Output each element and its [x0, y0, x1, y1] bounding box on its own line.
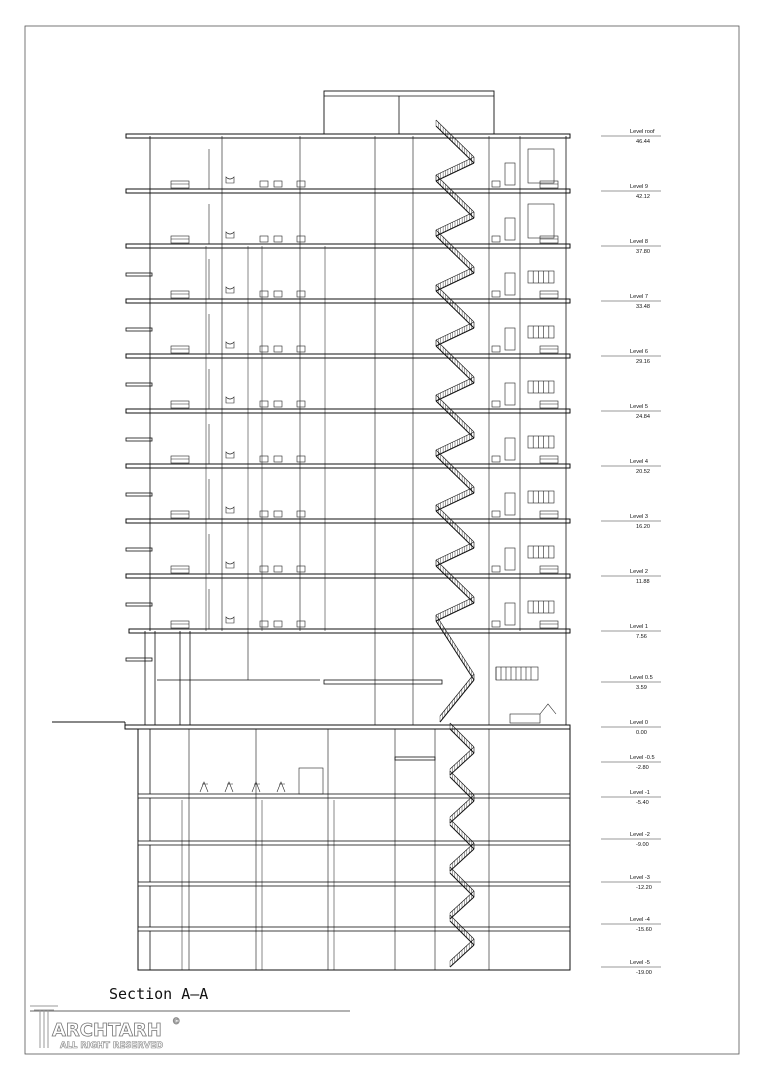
- chair-icon: [226, 452, 234, 458]
- level-elevation: 42.12: [636, 194, 650, 200]
- level-name: Level 4: [630, 459, 649, 465]
- cabinet-icon: [260, 511, 268, 517]
- shelf-icon: [528, 601, 554, 613]
- wardrobe-icon: [528, 149, 554, 183]
- level-name: Level roof: [630, 129, 655, 135]
- cabinet-icon: [492, 291, 500, 297]
- chair-icon: [226, 232, 234, 238]
- balcony-slab: [126, 383, 152, 386]
- level-name: Level 8: [630, 239, 649, 245]
- bed-icon: [171, 621, 189, 628]
- level-name: Level 2: [630, 569, 649, 575]
- chair-icon: [226, 562, 234, 568]
- cabinet-icon: [274, 456, 282, 462]
- cabinet-icon: [274, 401, 282, 407]
- level-name: Level 5: [630, 404, 649, 410]
- cabinet-icon: [297, 181, 305, 187]
- desk-icon: [510, 714, 540, 723]
- watermark-symbol: ©: [172, 1017, 181, 1027]
- chair-icon: [226, 287, 234, 293]
- cabinet-icon: [260, 566, 268, 572]
- cabinet-icon: [260, 456, 268, 462]
- floor-slab: [126, 464, 570, 468]
- level-name: Level 0: [630, 720, 649, 726]
- watermark-rights: ALL RIGHT RESERVED: [60, 1041, 164, 1051]
- level-tags: [601, 129, 661, 976]
- floor-slab: [126, 519, 570, 523]
- seat-icon: [277, 782, 285, 792]
- balcony-slab: [126, 658, 152, 661]
- mezzanine-slab: [324, 680, 442, 684]
- door-icon: [505, 438, 515, 460]
- cabinet-icon: [260, 621, 268, 627]
- cabinet-icon: [492, 621, 500, 627]
- bed-icon: [540, 401, 558, 408]
- level-name: Level 1: [630, 624, 649, 630]
- bed-icon: [540, 236, 558, 243]
- basement-slab: [138, 927, 570, 931]
- watermark-logo: [30, 1006, 181, 1051]
- bed-icon: [540, 566, 558, 573]
- floor-slab: [126, 574, 570, 578]
- shelf-icon: [528, 546, 554, 558]
- door-icon: [505, 273, 515, 295]
- shelf-icon: [528, 381, 554, 393]
- level-elevation: 33.48: [636, 304, 650, 310]
- basement-slab: [138, 794, 570, 798]
- level-name: Level 6: [630, 349, 649, 355]
- sheet-border: [25, 26, 739, 1054]
- level-elevation: 29.16: [636, 359, 650, 365]
- level-elevation: -2.80: [636, 765, 649, 771]
- bed-icon: [171, 456, 189, 463]
- door-icon: [505, 218, 515, 240]
- floor-slab: [126, 189, 570, 193]
- level-elevation: -5.40: [636, 800, 649, 806]
- bed-icon: [171, 346, 189, 353]
- balcony-slab: [126, 493, 152, 496]
- bed-icon: [171, 181, 189, 188]
- chair-icon: [226, 342, 234, 348]
- level-elevation: 11.88: [636, 579, 650, 585]
- bed-icon: [171, 401, 189, 408]
- seat-icon: [225, 782, 233, 792]
- level-elevation: 0.00: [636, 730, 647, 736]
- watermark-brand: ARCHTARH: [52, 1020, 162, 1041]
- level-elevation: 7.56: [636, 634, 647, 640]
- cabinet-icon: [260, 236, 268, 242]
- balcony-slab: [126, 328, 152, 331]
- seat-icon: [200, 782, 208, 792]
- cabinet-icon: [297, 621, 305, 627]
- basement-halfslab: [395, 757, 435, 760]
- balcony-slab: [126, 548, 152, 551]
- cabinet-icon: [492, 401, 500, 407]
- cabinet-icon: [297, 456, 305, 462]
- level-elevation: 24.84: [636, 414, 650, 420]
- balcony-slab: [126, 603, 152, 606]
- ground-slab: [125, 725, 570, 729]
- level-name: Level -2: [630, 832, 650, 838]
- section-title: Section A–A: [109, 985, 209, 1003]
- level-elevation: -19.00: [636, 970, 652, 976]
- shelf-icon: [528, 491, 554, 503]
- cabinet-icon: [274, 566, 282, 572]
- floor-slab: [126, 354, 570, 358]
- cabinet-icon: [492, 456, 500, 462]
- level-elevation: 20.52: [636, 469, 650, 475]
- floor-slab: [126, 409, 570, 413]
- ramp-grid-icon: [496, 667, 538, 680]
- cabinet-icon: [492, 181, 500, 187]
- floor-slab: [126, 134, 570, 138]
- cabinet-icon: [274, 621, 282, 627]
- bed-icon: [171, 566, 189, 573]
- cabinet-icon: [492, 511, 500, 517]
- cabinet-icon: [297, 346, 305, 352]
- level-name: Level -0.5: [630, 755, 655, 761]
- cabinet-icon: [260, 401, 268, 407]
- level-elevation: 37.80: [636, 249, 650, 255]
- level-elevation: 3.59: [636, 685, 647, 691]
- cabinet-icon: [492, 346, 500, 352]
- shelf-icon: [528, 271, 554, 283]
- door-icon: [505, 603, 515, 625]
- bed-icon: [171, 291, 189, 298]
- bed-icon: [540, 456, 558, 463]
- level-name: Level -5: [630, 960, 650, 966]
- cabinet-icon: [274, 181, 282, 187]
- level-elevation: -15.60: [636, 927, 652, 933]
- chair-icon: [226, 617, 234, 623]
- cabinet-icon: [260, 181, 268, 187]
- shelf-icon: [528, 326, 554, 338]
- balcony-slab: [126, 273, 152, 276]
- level-elevation: 46.44: [636, 139, 650, 145]
- floor-slab: [129, 629, 570, 633]
- level-name: Level -4: [630, 917, 650, 923]
- level-name: Level 7: [630, 294, 649, 300]
- level-name: Level 0.5: [630, 675, 653, 681]
- level-name: Level 3: [630, 514, 649, 520]
- bed-icon: [540, 511, 558, 518]
- door-icon: [505, 163, 515, 185]
- bed-icon: [540, 291, 558, 298]
- cabinet-icon: [274, 511, 282, 517]
- basement-slab: [138, 841, 570, 845]
- cabinet-icon: [274, 346, 282, 352]
- building-section: [52, 91, 570, 970]
- bed-icon: [171, 511, 189, 518]
- cabinet-icon: [297, 401, 305, 407]
- cabinet-icon: [260, 291, 268, 297]
- cabinet-icon: [492, 566, 500, 572]
- cabinet-icon: [297, 511, 305, 517]
- basement-door-icon: [299, 768, 323, 794]
- door-icon: [505, 328, 515, 350]
- wardrobe-icon: [528, 204, 554, 238]
- floor-slab: [126, 299, 570, 303]
- basement-slab: [138, 882, 570, 886]
- cabinet-icon: [274, 236, 282, 242]
- basement-outline: [138, 729, 570, 970]
- level-elevation: -12.20: [636, 885, 652, 891]
- chair-icon: [226, 177, 234, 183]
- balcony-slab: [126, 438, 152, 441]
- chair-icon: [226, 397, 234, 403]
- bed-icon: [540, 621, 558, 628]
- cabinet-icon: [297, 236, 305, 242]
- bed-icon: [171, 236, 189, 243]
- cabinet-icon: [260, 346, 268, 352]
- door-icon: [505, 383, 515, 405]
- roof-penthouse: [324, 91, 494, 134]
- lamp-icon: [540, 704, 556, 714]
- level-name: Level -3: [630, 875, 650, 881]
- floor-slab: [126, 244, 570, 248]
- cabinet-icon: [274, 291, 282, 297]
- level-elevation: -9.00: [636, 842, 649, 848]
- cabinet-icon: [492, 236, 500, 242]
- bed-icon: [540, 181, 558, 188]
- door-icon: [505, 548, 515, 570]
- chair-icon: [226, 507, 234, 513]
- level-elevation: 16.20: [636, 524, 650, 530]
- door-icon: [505, 493, 515, 515]
- cabinet-icon: [297, 291, 305, 297]
- shelf-icon: [528, 436, 554, 448]
- bed-icon: [540, 346, 558, 353]
- level-name: Level -1: [630, 790, 650, 796]
- cabinet-icon: [297, 566, 305, 572]
- level-name: Level 9: [630, 184, 649, 190]
